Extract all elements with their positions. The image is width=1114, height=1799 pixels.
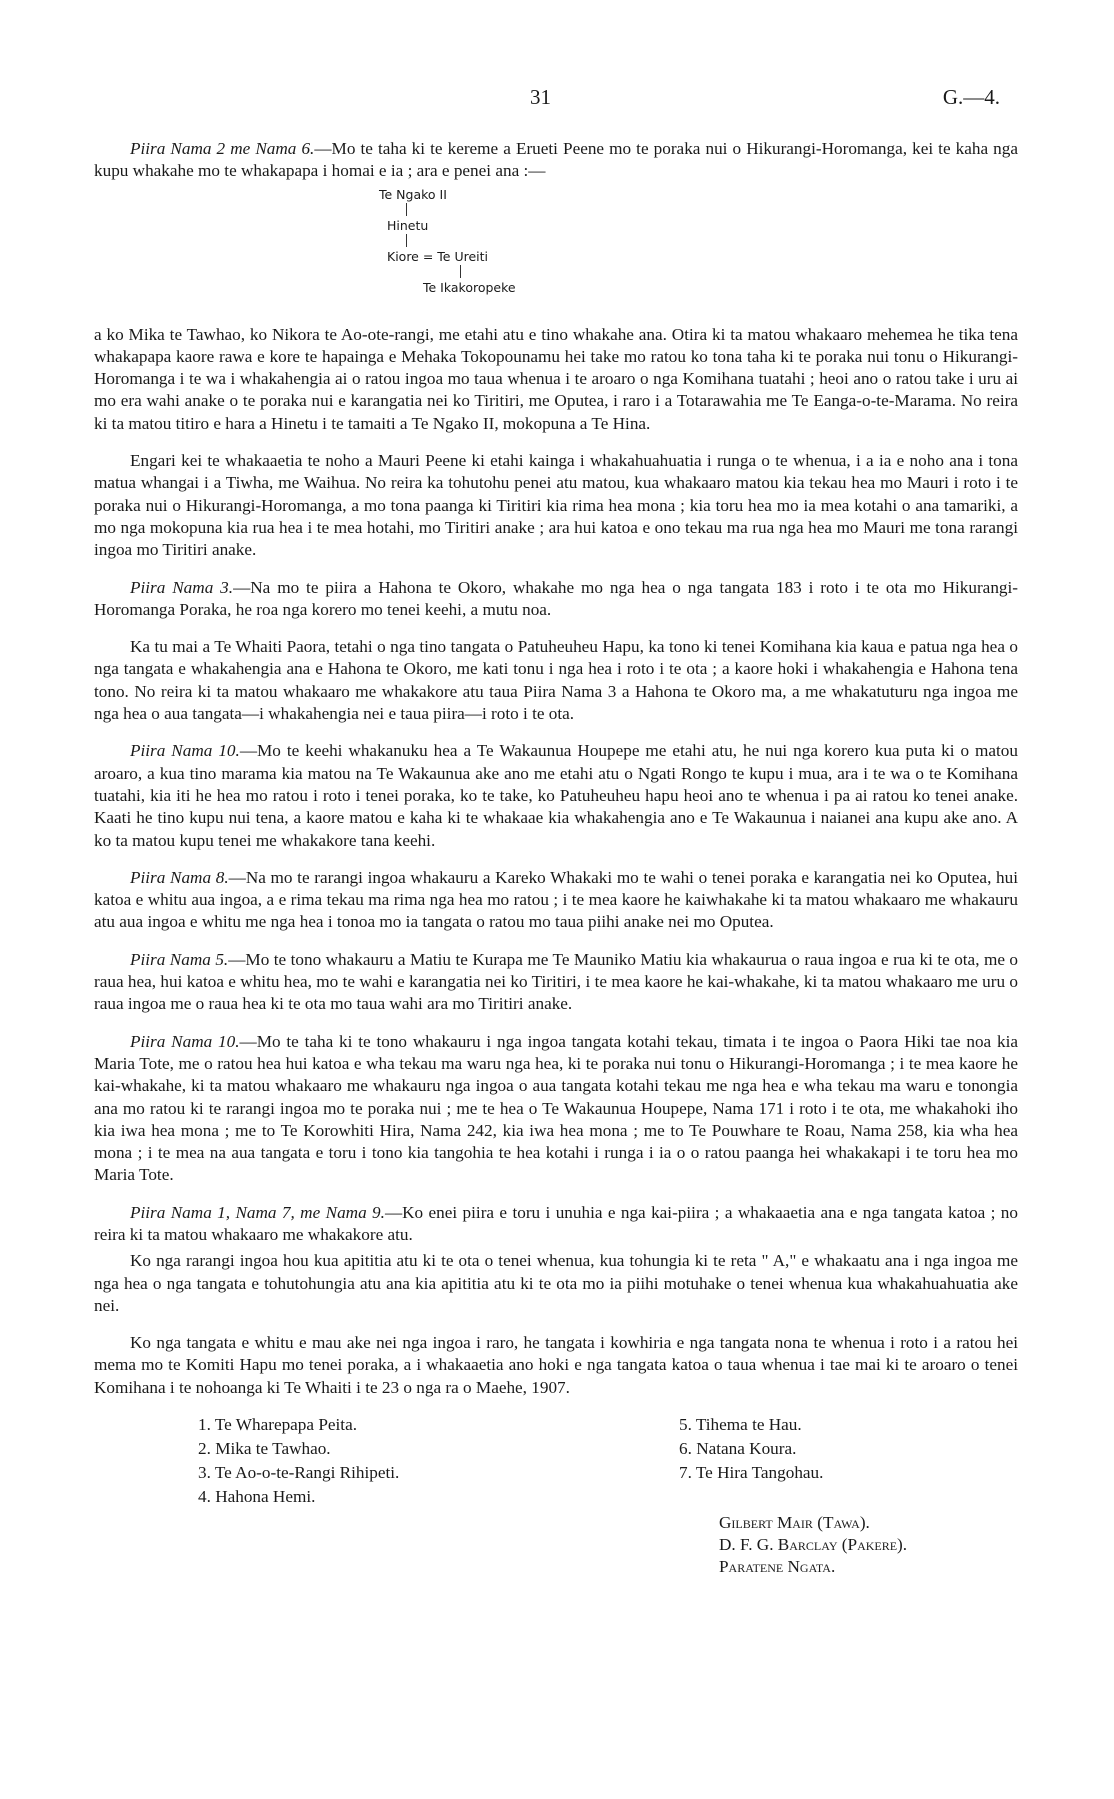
member-item: 3. Te Ao-o-te-Rangi Rihipeti. <box>198 1463 400 1483</box>
paragraph: Ko nga rarangi ingoa hou kua apititia atu ki te ota o tenei whenua, kua tohungia ki te reta " A," e whakaatu ana i nga ingoa me nga hea o nga tangata e tohutohungia atu ana kia apititia atu ki te ota mo ia piihi motuhake o tenei whenua kua whakahuahuatia ake nei. <box>94 1251 1018 1315</box>
paragraph-appeal-1-7-9 <box>94 1202 1018 1247</box>
paragraph-appeal-2-6 <box>94 138 1018 183</box>
paragraph-appeal-3 <box>94 577 1018 622</box>
paragraph-appeal-8 <box>94 867 1018 934</box>
appeal-ref: Piira Nama 2 me Nama 6. <box>130 139 315 158</box>
paragraph-text: —Mo te taha ki te tono whakauru i nga ingoa tangata kotahi tekau, timata i te ingoa o Paora Hiki tae noa kia Maria Tote, me o ratou hea hui katoa e wha tekau ma waru nga hea, ki te poraka nui tonu o Hikurangi-Horomanga ; i te mea kaore he kai-whakahe, ki ta matou whakaaro me whakauru nga ingoa o aua tangata kotahi tekau me nga hea e wha tekau ma waru e tonongia ana mo ratou ki te rarangi ingoa mo te poraka nui ; me te hea o Te Wakaunua Houpepe, Nama 171 i roto i te ota, me whakahoki iho kia iwa hea mona ; me to Te Korowhiti Hira, Nama 242, kia iwa hea mona ; me to Te Pouwhare te Roau, Nama 258, kia wha hea mona ; i te mea na aua tangata e toru i tono kia tangohia te hea kotahi i runga i ia o o ratou paanga hei whakakapi i te toru hea mo Maria Tote. <box>94 1031 1018 1185</box>
appeal-ref: Piira Nama 5. <box>130 949 229 969</box>
paragraph: Ko nga tangata e whitu e mau ake nei nga ingoa i raro, he tangata i kowhiria e nga tangata nona te whenua i roto i a ratou hei mema mo te Komiti Hapu mo tenei poraka, a i whakaaetia ano hoki e nga tangata katoa o taua whenua i tae mai ki te aroaro o tenei Komihana i te nohoanga ki Te Whaiti i te 23 o nga ra o Maehe, 1907. <box>94 1333 1018 1397</box>
appeal-ref: Piira Nama 3. <box>130 577 234 597</box>
genealogy-diagram <box>94 187 1018 315</box>
committee-members <box>94 1414 1018 1614</box>
paragraph-appeal-5 <box>94 949 1018 1016</box>
paragraph-text: —Mo te taha ki te kereme a Erueti Peene mo te poraka nui o Hikurangi-Horomanga, kei te kaha nga kupu whakahe mo te whakapapa i homai e ia ; ara e penei ana :— <box>94 139 1019 181</box>
document-reference: G.—4. <box>942 85 1000 109</box>
paragraph-text: —Mo te tono whakauru a Matiu te Kurapa me Te Mauniko Matiu kia whakaurua o raua ingoa e rua ki te ota, me o raua hea, hui katoa e whitu hea, mo te wahi e karangatia nei ko Tiritiri, i te mea kaore he kai-whakahe, ki ta matou whakaaro me uru o raua ingoa me o raua hea ki te ota mo taua wahi ara mo Tiritiri anake. <box>94 949 1018 1014</box>
paragraph-text: —Na mo te piira a Hahona te Okoro, whakahe mo nga hea o nga tangata 183 i roto i te ota mo Hikurangi-Horomanga Poraka, he roa nga korero mo tenei keehi, a mutu noa. <box>94 577 1018 619</box>
signature: D. F. G. Barclay (Pakere). <box>719 1535 908 1555</box>
paragraph-appeal-10b <box>94 1031 1018 1187</box>
member-item: 4. Hahona Hemi. <box>198 1487 316 1507</box>
paragraph-text: —Na mo te rarangi ingoa whakauru a Kareko Whakaki mo te wahi o tenei poraka e karangatia nei ko Oputea, hui katoa e whitu aua ingoa, a e rima tekau ma rima nga hea mo ratou ; i te mea kaore he kaiwhakahe ki ta matou whakaaro me whakauru atu aua ingoa e whitu me nga hea i tonoa mo ia tangata o ratou mo taua piihi anake nei mo Oputea. <box>94 867 1018 932</box>
genealogy-ancestor: Te Ngako II <box>379 186 447 202</box>
member-item: 2. Mika te Tawhao. <box>198 1439 331 1459</box>
member-item: 1. Te Wharepapa Peita. <box>198 1415 357 1435</box>
document-body <box>94 138 1018 1614</box>
genealogy-descendant: Te Ikakoropeke <box>423 279 516 295</box>
paragraph: Engari kei te whakaaetia te noho a Mauri Peene ki etahi kainga i whakahuahuatia i runga o te whenua, i a ia e noho ana i tona matua whangai i a Tiwha, me Waihua. No reira ka tohutohu penei atu matou, kua whakaaro matou kia tekau hea mo Mauri i roto i te poraka nui o Hikurangi-Horomanga, a mo tona paanga ki Tiritiri kia rima hea mona ; kia toru hea mo ia mea kotahi o ana tamariki, a mo nga mokopuna kia rua hea i te mea hotahi, mo Tiritiri anake ; ara hui katoa e ono tekau ma rua nga hea mo Mauri me tona rarangi ingoa mo Tiritiri anake. <box>94 451 1018 560</box>
signature: Gilbert Mair (Tawa). <box>719 1513 870 1533</box>
paragraph: a ko Mika te Tawhao, ko Nikora te Ao-ote-rangi, me etahi atu e tino whakahe ana. Otira ki ta matou whakaaro mehemea he tika tena whakapapa kaore rawa e kore te hapainga e Mehaka Tokopounamu hei take mo ratou ko tona taha ki te poraka nui tonu o Hikurangi-Horomanga i te wa i whakahengia ai o ratou ingoa mo taua whenua i te aroaro o nga Komihana tuatahi ; heoi ano o ratou take i uru ai mo era wahi anake o te poraka nui e karangatia nei ko Tiritiri, me Oputea, i raro i a Totarawahia me Te Eanga-o-te-Marama. No reira ki ta matou titiro e hara a Hinetu i te tamaiti a Te Ngako II, mokopuna a Te Hina. <box>94 324 1018 433</box>
appeal-ref: Piira Nama 1, Nama 7, me Nama 9. <box>130 1202 385 1222</box>
genealogy-couple: Kiore = Te Ureiti <box>387 248 489 264</box>
genealogy-line <box>406 234 407 247</box>
appeal-ref: Piira Nama 10. <box>130 1031 240 1051</box>
page-number: 31 <box>530 85 551 109</box>
genealogy-line <box>460 265 461 278</box>
members-list-left <box>198 1414 399 1510</box>
signatures <box>719 1512 907 1578</box>
paragraph-text: —Ko enei piira e toru i unuhia e nga kai-piira ; a whakaaetia ana e nga tangata katoa ; no reira ki ta matou whakaaro me whakakore atu. <box>94 1202 1018 1244</box>
paragraph-text: —Mo te keehi whakanuku hea a Te Wakaunua Houpepe me etahi atu, he nui nga korero kua puta ki o matou aroaro, a kua tino marama kia matou na Te Wakaunua ake ano me etahi atu o Ngati Rongo te kupu i mua, ara i te wa o te Komihana tuatahi, kia iti he hea mo ratou i roto i tenei poraka, ko te take, ko Patuheuheu hapu heoi ano te whenua i pa ai ratou ko tenei anake. Kaati he tino kupu nui tena, a kaore matou e kaha ki te whakaae kia whakahengia ano e Te Wakaunua i naianei ana kupu ake ano. A ko ta matou kupu tenei me whakakore tana keehi. <box>94 741 1018 850</box>
genealogy-line <box>406 203 407 216</box>
signature: Paratene Ngata. <box>719 1557 836 1577</box>
genealogy-child: Hinetu <box>387 217 429 233</box>
member-item: 5. Tihema te Hau. <box>679 1415 802 1435</box>
paragraph-appeal-10 <box>94 740 1018 851</box>
member-item: 7. Te Hira Tangohau. <box>679 1463 824 1483</box>
appeal-ref: Piira Nama 8. <box>130 867 229 887</box>
members-list-right <box>679 1414 823 1486</box>
paragraph: Ka tu mai a Te Whaiti Paora, tetahi o nga tino tangata o Patuheuheu Hapu, ka tono ki tenei Komihana kia kaua e patua nga hea o nga tangata e whakahengia ana e Hahona te Okoro, me kati tonu i nga hea i roto i te ota ; a kaore hoki i whakahengia e Hahona tena tono. No reira ki ta matou whakaaro me whakakore atu taua Piira Nama 3 a Hahona te Okoro ma, a me whakatuturu nga ingoa me nga hea o aua tangata—i whakahengia nei e taua piira—i roto i te ota. <box>94 637 1018 724</box>
member-item: 6. Natana Koura. <box>679 1439 797 1459</box>
appeal-ref: Piira Nama 10. <box>130 741 240 761</box>
